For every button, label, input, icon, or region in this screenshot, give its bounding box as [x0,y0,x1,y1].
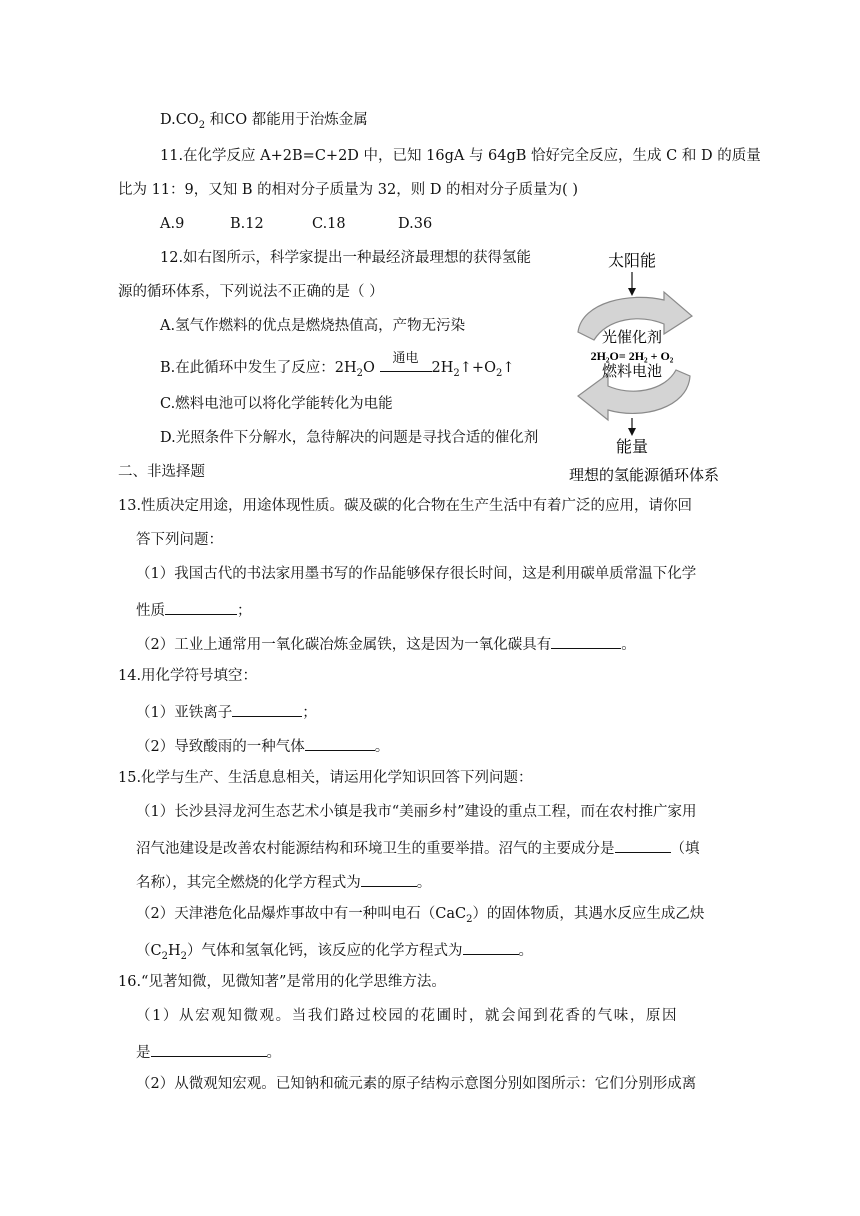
text-span: ； [237,603,252,619]
arrow-down-icon [628,288,636,296]
answer-blank[interactable] [463,938,519,955]
figure-top-label: 太阳能 [607,253,657,270]
text-span: D.CO [160,112,199,128]
subscript: 2 [356,367,364,379]
q15-sub2b [136,938,533,967]
text-span: 。 [518,943,534,959]
q15-line1: 15.化学与生产、生活息息相关，请运用化学知识回答下列问题： [118,770,533,786]
q15-sub1b [136,836,700,859]
q16-line1: 16.“见著知微，见微知著”是常用的化学思维方法。 [118,974,446,990]
text-span: 2H [431,360,454,376]
subscript: 2 [180,950,188,962]
text-span: （2）工业上通常用一氧化碳冶炼金属铁，这是因为一氧化碳具有 [136,637,552,653]
text-span: （1）亚铁离子 [136,705,233,721]
subscript: 2 [495,367,503,379]
text-span: 。 [416,875,432,891]
arrow-down-icon [628,428,636,436]
subscript: 2 [198,119,206,131]
text-span: H [167,943,181,959]
answer-blank[interactable] [232,700,302,717]
figure-caption: 理想的氢能源循环体系 [568,467,720,484]
text-span: 。 [266,1045,281,1061]
option-d: D.36 [398,216,433,232]
q16-sub2: （2）从微观知宏观。已知钠和硫元素的原子结构示意图分别如图所示：它们分别形成离 [136,1076,697,1092]
q12-line2: 源的循环体系，下列说法不正确的是（ ） [118,284,384,300]
q12-option-d: D.光照条件下分解水，急待解决的问题是寻找合适的催化剂 [160,430,539,446]
text-span: ）气体和氢氧化钙，该反应的化学方程式为 [187,943,463,959]
reaction-condition [380,351,432,372]
text-span: （填 [670,841,700,857]
q14-sub2 [136,734,389,757]
option-b: B.12 [230,216,264,232]
hydrogen-cycle-figure [560,250,740,485]
option-a: A.9 [160,216,185,232]
q15-sub1a: （1）长沙县浔龙河生态艺术小镇是我市“美丽乡村”建设的重点工程，而在农村推广家用 [136,804,697,820]
q11-line2: 比为 11：9，又知 B 的相对分子质量为 32，则 D 的相对分子质量为( ) [118,182,578,198]
reaction-bar [380,371,432,372]
text-span: 名称），其完全燃烧的化学方程式为 [136,875,361,891]
option-c: C.18 [312,216,346,232]
q13-sub1a: （1）我国古代的书法家用墨书写的作品能够保存很长时间，这是利用碳单质常温下化学 [136,566,697,582]
answer-blank[interactable] [551,632,621,649]
text-span: 性质 [136,603,165,619]
figure-center3: 燃料电池 [601,363,663,380]
text-span: （2）天津港危化品爆炸事故中有一种叫电石（CaC [136,906,467,922]
text-span: ）的固体物质，其遇水反应生成乙炔 [472,906,705,922]
q12-line1: 12.如右图所示，科学家提出一种最经济最理想的获得氢能 [160,250,532,266]
q14-line1: 14.用化学符号填空： [118,668,258,684]
q13-sub2 [136,632,636,655]
condition-text: 通电 [392,351,419,366]
q12-option-c: C.燃料电池可以将化学能转化为电能 [160,396,393,412]
q11-options [160,214,432,234]
text-span: 是 [136,1045,151,1061]
q11-line1: 11.在化学反应 A+2B=C+2D 中，已知 16gA 与 64gB 恰好完全反应，生成 C 和 D 的质量 [160,148,761,164]
figure-center2: 2H₂O= 2H₂ + O₂ [590,349,674,363]
answer-blank[interactable] [151,1040,267,1057]
text-span: （2）导致酸雨的一种气体 [136,739,305,755]
q12-option-a: A.氢气作燃料的优点是燃烧热值高，产物无污染 [160,318,466,334]
answer-blank[interactable] [361,870,417,887]
section-title: 二、非选择题 [118,464,205,480]
text-span: ； [302,705,317,721]
option-d-line [160,110,368,136]
answer-blank[interactable] [165,598,237,615]
answer-blank[interactable] [615,836,671,853]
q15-sub2a [136,904,704,930]
text-span: 和CO 都能用于治炼金属 [205,112,368,128]
hydrogen-cycle-diagram [560,250,740,485]
text-span: 。 [621,637,636,653]
text-span: ↑ [502,360,515,376]
subscript: 2 [466,913,473,925]
answer-blank[interactable] [305,734,375,751]
q16-sub1b [136,1040,281,1063]
q13-line2: 答下列问题： [136,532,223,548]
text-span: （C [136,943,162,959]
text-span: 沼气池建设是改善农村能源结构和环境卫生的重要举措。沼气的主要成分是 [136,841,615,857]
figure-center1: 光催化剂 [601,329,663,346]
q16-sub1a: （1）从宏观知微观。当我们路过校园的花圃时，就会闻到花香的气味，原因 [136,1008,679,1024]
text-span: O [363,360,375,376]
q13-line1: 13.性质决定用途，用途体现性质。碳及碳的化合物在生产生活中有着广泛的应用，请你回 [118,498,693,514]
q14-sub1 [136,700,317,723]
q13-sub1b [136,598,252,621]
q15-sub1c [136,870,431,893]
subscript: 2 [453,367,460,379]
text-span: B.在此循环中发生了反应：2H [160,360,357,376]
subscript: 2 [161,950,168,962]
figure-bottom-label: 能量 [615,439,649,456]
q12-option-b [160,351,515,384]
text-span: ↑+O [459,360,496,376]
text-span: 。 [374,739,390,755]
